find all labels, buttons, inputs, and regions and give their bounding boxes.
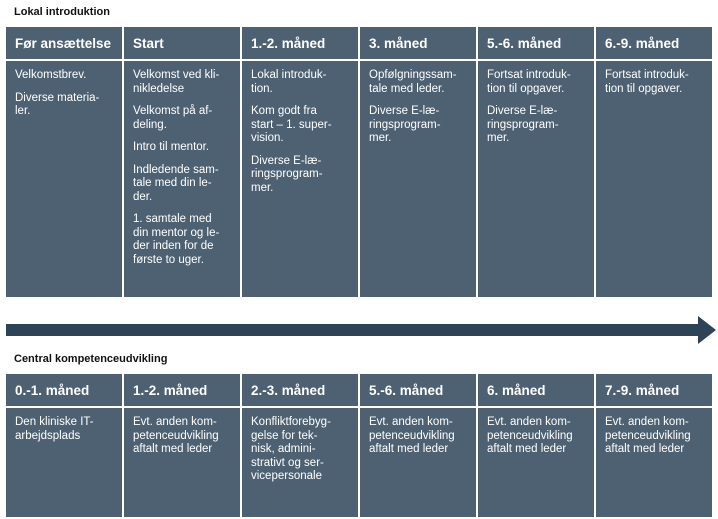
column-header: 2.-3. måned — [242, 374, 358, 406]
activity-item: Evt. anden kom- petenceudvikling aftalt med leder — [487, 416, 573, 455]
column-body — [478, 408, 594, 517]
activity-item: Velkomstbrev. — [15, 69, 87, 81]
column-header: 6. måned — [478, 374, 594, 406]
column-body — [360, 408, 476, 517]
timeline-column — [478, 374, 594, 517]
activity-item: Indledende sam- tale med din le- der. — [133, 163, 219, 203]
activity-item: Kom godt fra start – 1. super- vision. — [251, 105, 332, 144]
column-header: 0.-1. måned — [6, 374, 122, 406]
column-header: 3. måned — [360, 27, 476, 59]
column-header: 1.-2. måned — [124, 374, 240, 406]
grid-lokal-introduktion — [6, 27, 712, 297]
activity-item: Velkomst ved kli- nikledelse — [133, 69, 220, 95]
activity-item: Velkomst på af- deling. — [133, 105, 213, 131]
activity-item: Lokal introduk- tion. — [251, 69, 327, 95]
column-header: 5.-6. måned — [478, 27, 594, 59]
timeline-column — [242, 27, 358, 297]
activity-item: Konfliktforebyg- gelse for tek- nisk, admini- strativt og ser- vicepersonale — [251, 416, 331, 482]
timeline-column — [596, 374, 712, 517]
timeline-arrow — [6, 316, 716, 344]
activity-item: Fortsat introduk- tion til opgaver. — [487, 69, 571, 95]
column-header: 5.-6. måned — [360, 374, 476, 406]
column-body — [242, 61, 358, 297]
activity-item: Diverse E-læ- ringsprogram- mer. — [251, 154, 323, 194]
activity-item: Fortsat introduk- tion til opgaver. — [605, 69, 689, 95]
column-body — [124, 61, 240, 297]
activity-item: Diverse E-læ- ringsprogram- mer. — [369, 105, 441, 144]
timeline-column — [596, 27, 712, 297]
timeline-column — [6, 374, 122, 517]
column-body — [360, 61, 476, 297]
column-body — [596, 61, 712, 297]
column-body — [242, 408, 358, 517]
timeline-column — [242, 374, 358, 517]
activity-item: Diverse materia- ler. — [15, 91, 100, 117]
activity-item: Diverse E-læ- ringsprogram- mer. — [487, 105, 559, 144]
activity-item: Evt. anden kom- petenceudvikling aftalt med leder — [369, 416, 455, 455]
column-body — [6, 61, 122, 297]
column-body — [6, 408, 122, 517]
grid-central-kompetenceudvikling — [6, 374, 712, 517]
activity-item: Den kliniske IT- arbejdsplads — [15, 416, 94, 442]
column-header: 6.-9. måned — [596, 27, 712, 59]
timeline-column — [478, 27, 594, 297]
section-title-lokal: Lokal introduktion — [14, 6, 110, 18]
column-header: 1.-2. måned — [242, 27, 358, 59]
timeline-column — [6, 27, 122, 297]
timeline-column — [124, 27, 240, 297]
column-body — [478, 61, 594, 297]
timeline-column — [360, 27, 476, 297]
activity-item: Evt. anden kom- petenceudvikling aftalt med leder — [605, 416, 691, 455]
timeline-column — [124, 374, 240, 517]
column-body — [124, 408, 240, 517]
column-header: Før ansættelse — [6, 27, 122, 59]
activity-item: Evt. anden kom- petenceudvikling aftalt med leder — [133, 416, 219, 455]
column-body — [596, 408, 712, 517]
column-header: Start — [124, 27, 240, 59]
section-title-central: Central kompetenceudvikling — [14, 353, 168, 365]
activity-item: Intro til mentor. — [133, 141, 210, 153]
activity-item: 1. samtale med din mentor og le- der inden for de første to uger. — [133, 213, 220, 266]
timeline-column — [360, 374, 476, 517]
activity-item: Opfølgningssam- tale med leder. — [369, 69, 457, 95]
column-header: 7.-9. måned — [596, 374, 712, 406]
